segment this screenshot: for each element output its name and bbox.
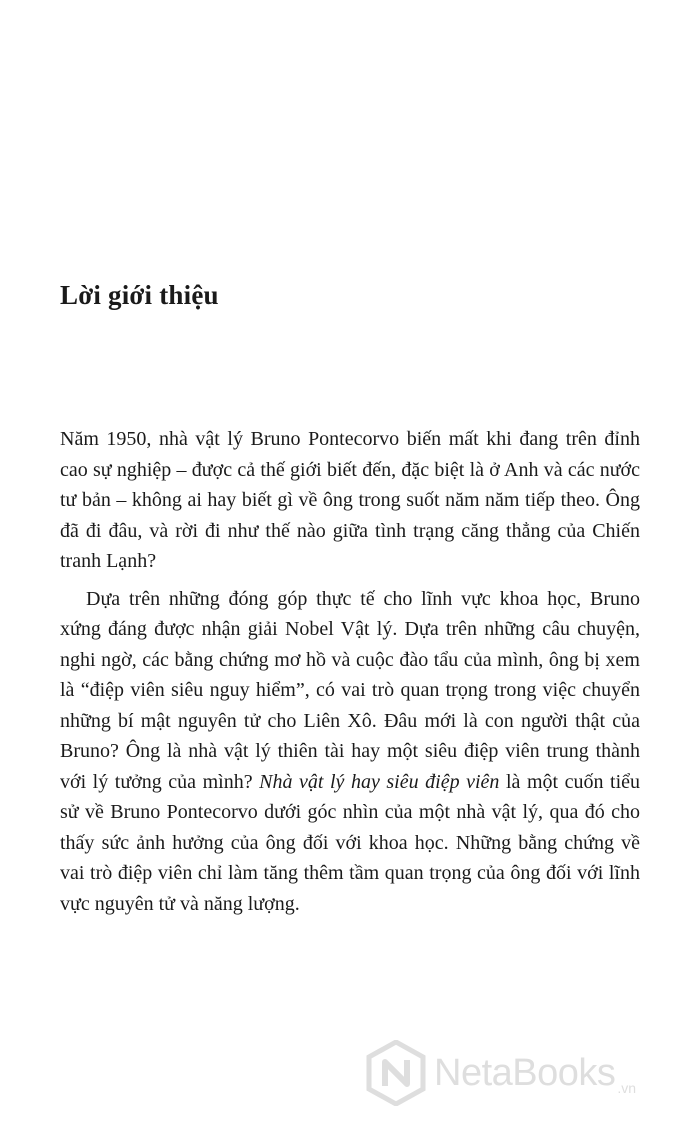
netabooks-logo-icon bbox=[366, 1040, 426, 1106]
watermark bbox=[366, 1040, 636, 1106]
paragraph-2-text-start: Dựa trên những đóng góp thực tế cho lĩnh vực khoa học, Bruno xứng đáng được nhận giải Nobel Vật lý. Dựa trên những câu chuyện, nghi ngờ, các bằng chứng mơ hồ và cuộc đào tẩu của mình, ông bị xem là “điệp viên siêu nguy hiểm”, có vai trò quan trọng trong việc chuyển những bí mật nguyên tử cho Liên Xô. Đâu mới là con người thật của Bruno? Ông là nhà vật lý thiên tài hay một siêu điệp viên trung thành với lý tưởng của mình? bbox=[60, 587, 640, 793]
body-text bbox=[60, 424, 640, 926]
watermark-suffix: .vn bbox=[617, 1080, 637, 1096]
page-title: Lời giới thiệu bbox=[60, 280, 219, 310]
book-title-italic: Nhà vật lý hay siêu điệp viên bbox=[259, 770, 500, 793]
watermark-brand: NetaBooks bbox=[434, 1051, 616, 1094]
paragraph-2 bbox=[60, 584, 640, 920]
paragraph-1: Năm 1950, nhà vật lý Bruno Pontecorvo biến mất khi đang trên đỉnh cao sự nghiệp – được cả thế giới biết đến, đặc biệt là ở Anh và các nước tư bản – không ai hay biết gì về ông trong suốt năm năm tiếp theo. Ông đã đi đâu, và rời đi như thế nào giữa tình trạng căng thẳng của Chiến tranh Lạnh? bbox=[60, 428, 640, 572]
paragraph-2-text-end: là một cuốn tiểu sử về Bruno Pontecorvo dưới góc nhìn của một nhà vật lý, qua đó cho thấy sức ảnh hưởng của ông đối với khoa học. Những bằng chứng về vai trò điệp viên chỉ làm tăng thêm tầm quan trọng của ông đối với lĩnh vực nguyên tử và năng lượng. bbox=[60, 770, 641, 915]
